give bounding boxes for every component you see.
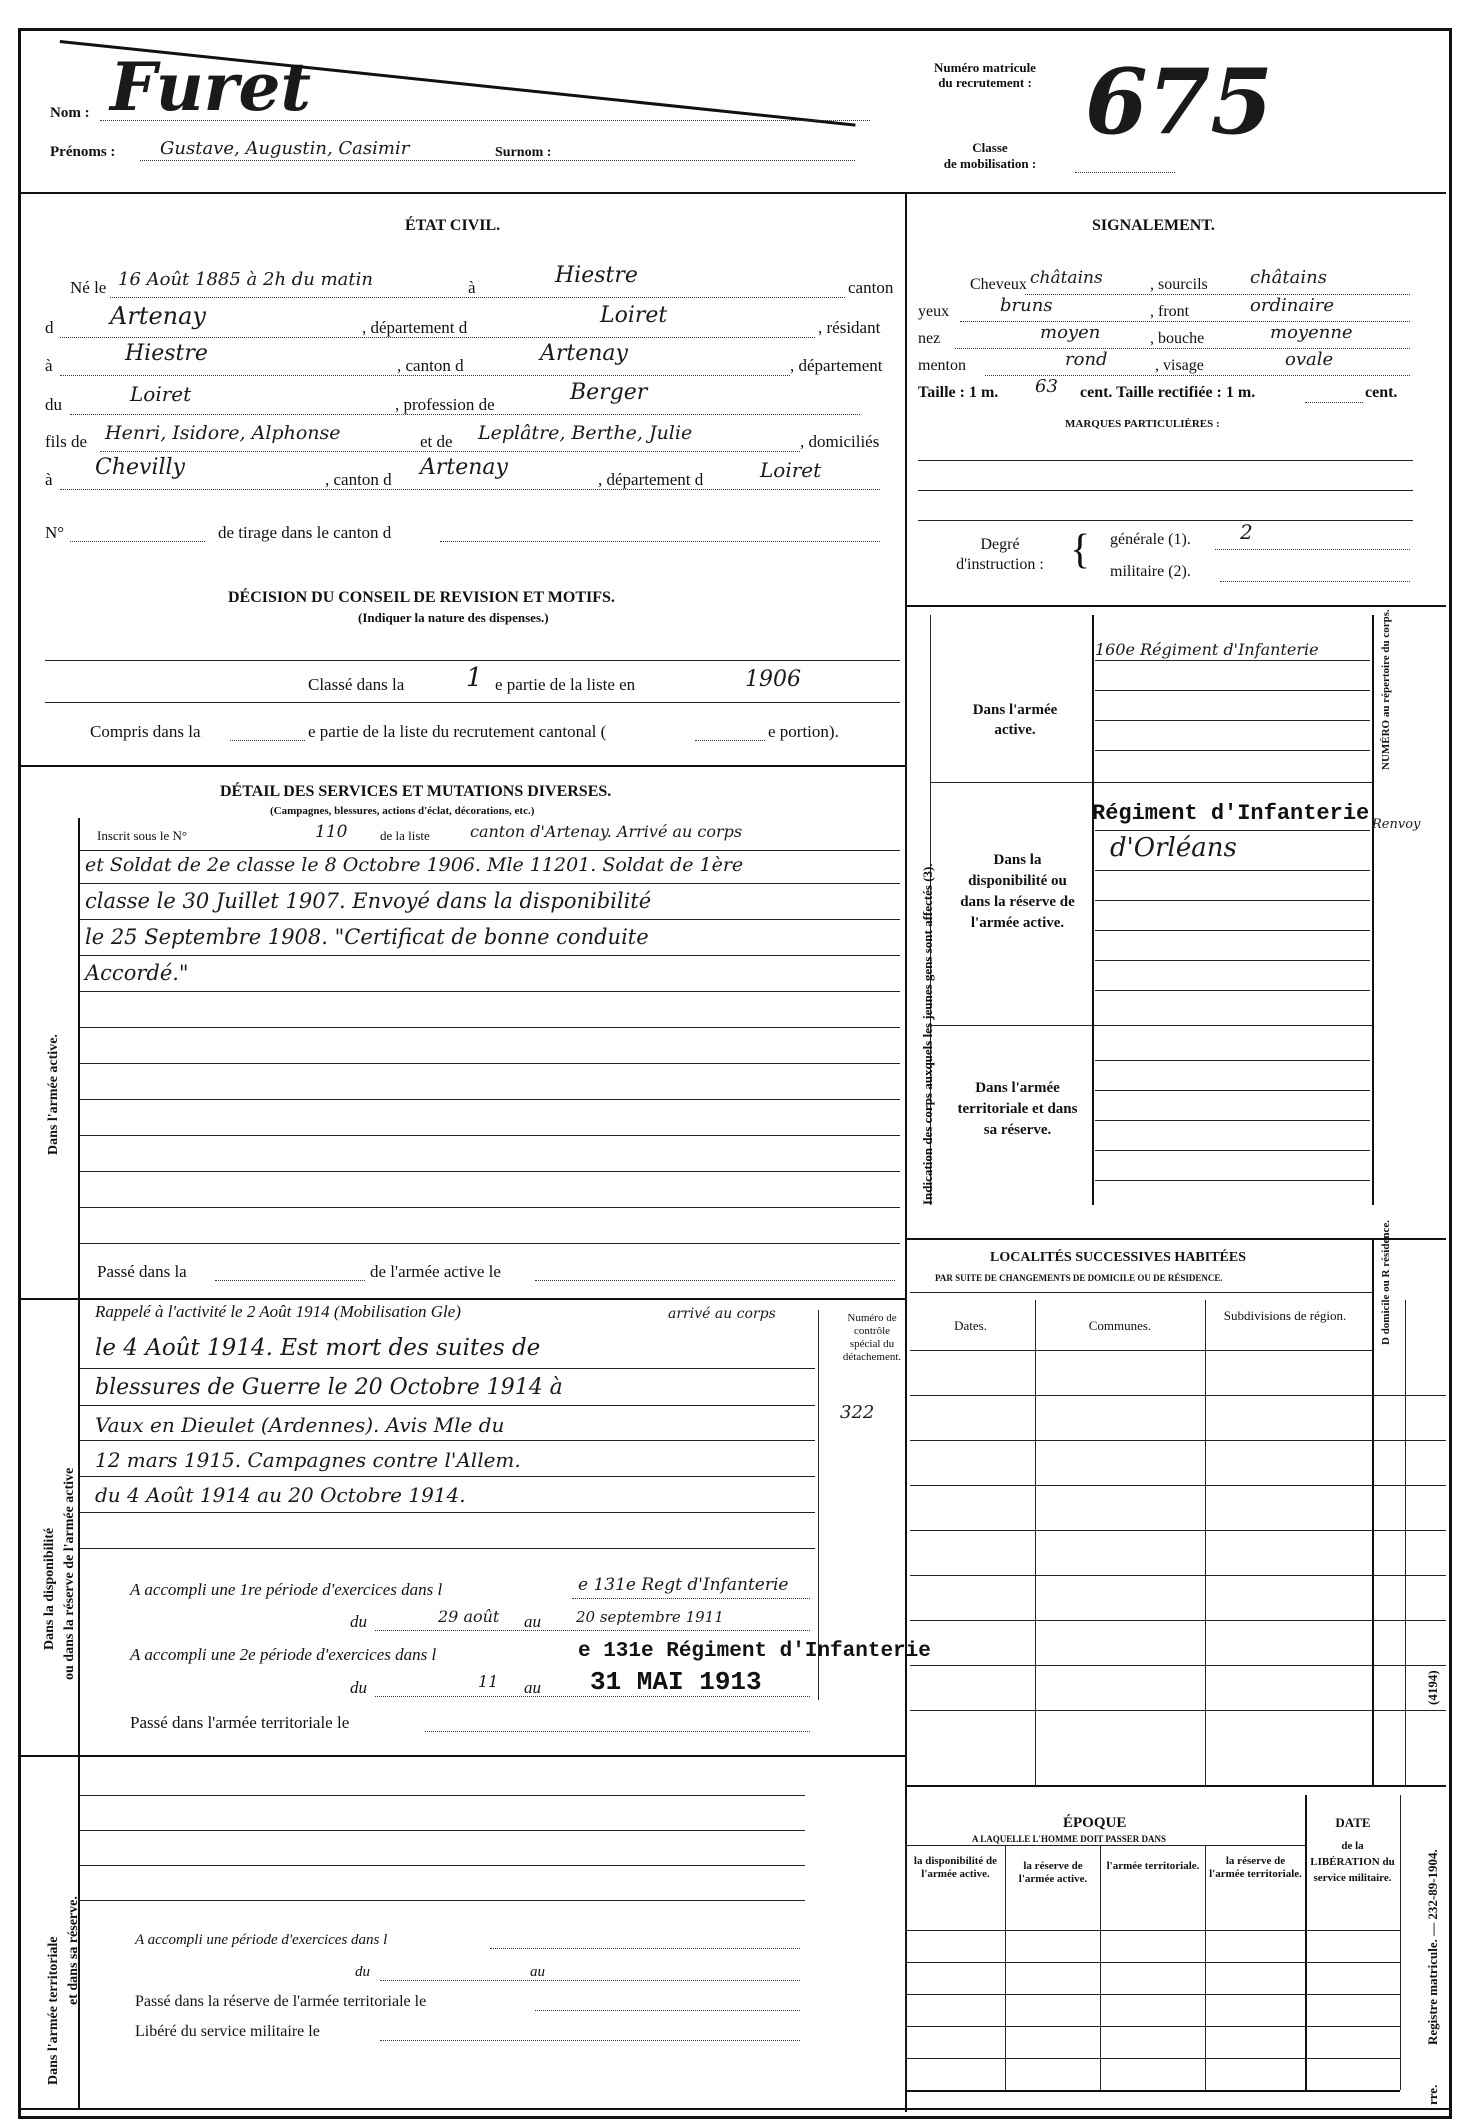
nez-label: nez: [918, 330, 941, 347]
a2-label: à: [45, 356, 53, 375]
militaire-label: militaire (2).: [1110, 563, 1191, 580]
aff-dispo-bottom: [930, 1025, 1372, 1026]
yeux-value: bruns: [1000, 295, 1053, 316]
marques-label: MARQUES PARTICULIÈRES :: [1065, 418, 1220, 430]
du2-value: 11: [478, 1672, 499, 1691]
classe-partie: 1: [466, 663, 483, 693]
du2-line: [375, 1696, 810, 1697]
localites-col-1: [1035, 1300, 1036, 1785]
inscrit-label: Inscrit sous le N°: [97, 828, 188, 843]
classe-line: [1075, 172, 1175, 173]
date-sub: de la LIBÉRATION du service militaire.: [1310, 1840, 1395, 1884]
militaire-line: [1220, 581, 1410, 582]
etat-civil-title: ÉTAT CIVIL.: [405, 217, 501, 234]
epoque-col2-label: la réserve de l'armée active.: [1018, 1860, 1088, 1885]
generale-line: [1215, 549, 1410, 550]
epoque-left-border: [905, 1795, 906, 2090]
aff-active-value: 160e Régiment d'Infanterie: [1095, 640, 1319, 659]
registre-label: Registre matricule. — 232-89-1904.: [1425, 1849, 1440, 2045]
au1-value: 20 septembre 1911: [576, 1608, 724, 1626]
services-bottom-rule: [20, 1298, 905, 1300]
departement3-label: , département d: [598, 470, 704, 489]
rule: [1095, 930, 1370, 931]
rule: [1095, 720, 1370, 721]
rule: [1095, 990, 1370, 991]
aff-col-divider: [1092, 615, 1094, 1205]
aff-numero-label: NUMÉRO au répertoire du corps.: [1380, 609, 1392, 770]
aff-vertical-label: Indication des corps auxquels les jeunes gens sont affectés (3).: [920, 863, 935, 1205]
reserve-line-4: 12 mars 1915. Campagnes contre l'Allem.: [95, 1448, 521, 1472]
rule: [80, 919, 900, 920]
rule: [1095, 830, 1370, 831]
a3-line: [60, 489, 880, 490]
profession-value: Berger: [570, 380, 648, 405]
epoque-col4-label: la réserve de l'armée territoriale.: [1209, 1855, 1302, 1880]
d-line: [60, 337, 815, 338]
fils-de-label: fils de: [45, 432, 88, 451]
services-title: DÉTAIL DES SERVICES ET MUTATIONS DIVERSES.: [220, 783, 612, 800]
du-label: du: [45, 395, 62, 414]
revision-bottom-rule: [20, 765, 905, 767]
reserve-side-label-1: Dans la disponibilité: [42, 1527, 57, 1650]
service-line-2: classe le 30 Juillet 1907. Envoyé dans la disponibilité: [85, 889, 652, 913]
rule: [80, 1368, 815, 1369]
col-communes: Communes.: [1088, 1318, 1152, 1333]
numero-label: Numéro matricule du recrutement :: [934, 60, 1036, 90]
classe-text: Classé dans la: [308, 675, 405, 694]
fils-line: [100, 451, 800, 452]
passe-line-1: [215, 1280, 365, 1281]
services-subtitle: (Campagnes, blessures, actions d'éclat, décorations, etc.): [270, 805, 535, 817]
services-left-border: [78, 818, 80, 1298]
page-border: [18, 28, 1452, 2119]
rule: [1095, 1180, 1370, 1181]
front-label: , front: [1150, 303, 1190, 320]
rule: [80, 1405, 815, 1406]
marques-line-1: [918, 460, 1413, 461]
classe-text2: e partie de la liste en: [495, 675, 636, 694]
compris-end: e portion).: [768, 722, 839, 741]
taille-label: Taille : 1 m.: [918, 384, 999, 401]
nom-line: [100, 120, 870, 121]
epoque-header-bottom: [905, 1930, 1400, 1931]
localites-header-bottom: [910, 1350, 1372, 1351]
departement3-value: Loiret: [760, 458, 822, 482]
departement2-label: , département: [790, 356, 883, 375]
epoque-col-1: [1005, 1845, 1006, 2090]
pere-value: Henri, Isidore, Alphonse: [105, 422, 341, 444]
classe-label: Classe de mobilisation :: [943, 140, 1037, 171]
a-label: à: [468, 278, 476, 297]
bouche-label: , bouche: [1150, 330, 1205, 347]
canton3-value: Artenay: [420, 455, 508, 480]
epoque-subtitle: A LAQUELLE L'HOMME DOIT PASSER DANS: [972, 1834, 1166, 1844]
canton-d-label: , canton d: [397, 356, 464, 375]
front-value: ordinaire: [1250, 295, 1335, 316]
terr-side-label-2: et dans sa réserve.: [66, 1896, 81, 2005]
rule: [910, 1710, 1446, 1711]
rule: [80, 1099, 900, 1100]
au1-label: au: [524, 1612, 541, 1631]
revision-title: DÉCISION DU CONSEIL DE REVISION ET MOTIFS.: [228, 589, 615, 606]
passe-label: Passé dans la: [97, 1262, 187, 1281]
nom-label: Nom :: [50, 105, 90, 121]
rule: [80, 955, 900, 956]
reserve-line-2: blessures de Guerre le 20 Octobre 1914 à: [95, 1375, 563, 1400]
au2-value: 31 MAI 1913: [590, 1667, 762, 1697]
rule: [1095, 1120, 1370, 1121]
ne-le-label: Né le: [70, 278, 107, 297]
rule: [80, 1135, 900, 1136]
taille-line: [1305, 402, 1363, 403]
revision-subtitle: (Indiquer la nature des dispenses.): [358, 610, 549, 625]
mere-value: Leplâtre, Berthe, Julie: [478, 422, 693, 444]
yeux-label: yeux: [918, 303, 950, 320]
departement-label: , département d: [362, 318, 468, 337]
epoque-col-3: [1205, 1845, 1206, 2090]
compris-line-1: [230, 740, 305, 741]
canton-d3-label: , canton d: [325, 470, 392, 489]
canton-label: canton: [848, 278, 894, 297]
visage-label: , visage: [1155, 357, 1204, 374]
epoque-title: ÉPOQUE: [1063, 1815, 1127, 1831]
nez-line: [955, 348, 1410, 349]
service-line-4: Accordé.": [85, 961, 189, 985]
rule: [910, 1530, 1446, 1531]
reserve-line-1: le 4 Août 1914. Est mort des suites de: [95, 1335, 541, 1361]
degre-label: Degré d'instruction :: [956, 536, 1044, 573]
signalement-bottom-rule: [905, 605, 1446, 607]
au2-label: au: [524, 1678, 541, 1697]
aff-dispo-label: Dans la disponibilité ou dans la réserve de l'armée active.: [960, 852, 1075, 931]
localites-header-top: [910, 1292, 1372, 1293]
sourcils-value: châtains: [1250, 267, 1327, 288]
profession-label: , profession de: [395, 395, 495, 414]
localites-title: LOCALITÉS SUCCESSIVES HABITÉES: [990, 1250, 1246, 1265]
a2-line: [60, 375, 790, 376]
col-dates: Dates.: [954, 1318, 987, 1333]
bottom-rule: [18, 2108, 1449, 2110]
menton-value: rond: [1065, 349, 1108, 370]
lieu-value: Hiestre: [555, 263, 638, 288]
terr-periode-label: A accompli une période d'exercices dans l: [135, 1932, 388, 1948]
terr-libere-label: Libéré du service militaire le: [135, 2023, 320, 2040]
rule: [80, 1795, 805, 1796]
ne-line: [110, 297, 845, 298]
epoque-col-4: [1305, 1795, 1307, 2090]
ne-value: 16 Août 1885 à 2h du matin: [118, 269, 373, 290]
localites-bottom-rule: [905, 1785, 1446, 1787]
localites-col-2: [1205, 1300, 1206, 1785]
revision-line-2: [45, 702, 900, 703]
visage-value: ovale: [1285, 349, 1334, 370]
de-la-liste-label: de la liste: [380, 828, 430, 843]
terr-libere-line: [380, 2040, 800, 2041]
rule: [80, 1243, 900, 1244]
rule: [1095, 1090, 1370, 1091]
canton-value: Artenay: [110, 302, 206, 330]
rule: [1095, 900, 1370, 901]
rule: [905, 1962, 1400, 1963]
rule: [80, 1476, 815, 1477]
rule: [80, 1063, 900, 1064]
marques-line-2: [918, 490, 1413, 491]
epoque-col1-label: la disponibilité de l'armée active.: [913, 1855, 998, 1880]
terr-reserve-label: Passé dans la réserve de l'armée territoriale le: [135, 1993, 427, 2010]
tirage-line: [440, 541, 880, 542]
compris-label: Compris dans la: [90, 722, 201, 741]
rule: [905, 2058, 1400, 2059]
epoque-right-border: [1400, 1795, 1401, 2090]
rule: [1095, 1150, 1370, 1151]
revision-line-1: [45, 660, 900, 661]
aff-bottom-rule: [905, 1238, 1446, 1240]
rule: [905, 2026, 1400, 2027]
terr-side-label-1: Dans l'armée territoriale: [46, 1936, 61, 2085]
menton-label: menton: [918, 357, 966, 374]
rule: [910, 1620, 1446, 1621]
residence-value: Hiestre: [125, 341, 208, 366]
territoriale-line: [425, 1731, 810, 1732]
rule: [1095, 870, 1370, 871]
service-line-1: et Soldat de 2e classe le 8 Octobre 1906. Mle 11201. Soldat de 1ère: [85, 854, 744, 876]
du1-value: 29 août: [438, 1607, 500, 1626]
rule: [80, 1171, 900, 1172]
aff-terr-label: Dans l'armée territoriale et dans sa réserve.: [957, 1080, 1078, 1138]
registre-edge: rre.: [1425, 2084, 1440, 2105]
marques-line-3: [918, 520, 1413, 521]
rule: [80, 1830, 805, 1831]
taille-end: cent.: [1365, 384, 1398, 401]
rule: [1095, 750, 1370, 751]
terr-au-label: au: [530, 1964, 545, 1980]
rappele-text: Rappelé à l'activité le 2 Août 1914 (Mobilisation Gle): [95, 1302, 461, 1321]
cheveux-line: [1025, 294, 1410, 295]
epoque-col3-label: l'armée territoriale.: [1106, 1860, 1200, 1872]
rule: [1095, 1060, 1370, 1061]
col-subdivisions: Subdivisions de région.: [1223, 1308, 1347, 1323]
compris-line-2: [695, 740, 765, 741]
domicile-value: Chevilly: [95, 455, 185, 480]
reserve-side-label-2: ou dans la réserve de l'armée active: [62, 1467, 77, 1680]
departement2-value: Loiret: [130, 382, 192, 406]
rule: [905, 1994, 1400, 1995]
localites-subtitle: PAR SUITE DE CHANGEMENTS DE DOMICILE OU DE RÉSIDENCE.: [935, 1273, 1223, 1283]
signalement-title: SIGNALEMENT.: [1092, 217, 1215, 234]
aff-numero-divider: [1372, 615, 1374, 1205]
aff-active-bottom: [930, 782, 1372, 783]
date-title: DATE: [1335, 1815, 1371, 1830]
aff-dispo-value-1: Régiment d'Infanterie: [1092, 801, 1370, 826]
periode1-line: [572, 1598, 810, 1599]
surnom-label: Surnom :: [495, 145, 552, 160]
rule: [80, 1027, 900, 1028]
passe-line-2: [535, 1280, 895, 1281]
rule: [80, 1548, 815, 1549]
tirage-label: de tirage dans le canton d: [218, 523, 392, 542]
domicilies-label: , domiciliés: [800, 432, 880, 451]
header-rule: [20, 192, 1446, 194]
rule: [80, 1207, 900, 1208]
terr-du-label: du: [355, 1964, 370, 1980]
rappele-hand: arrivé au corps: [668, 1306, 776, 1322]
tirage-no-label: N°: [45, 523, 65, 542]
inscrit-num: 110: [315, 822, 348, 842]
periode1-value: e 131e Regt d'Infanterie: [578, 1575, 789, 1595]
rule: [1095, 690, 1370, 691]
rule: [80, 850, 900, 851]
du1-line: [375, 1630, 810, 1631]
periode2-value: e 131e Régiment d'Infanterie: [578, 1640, 931, 1663]
rule: [1095, 960, 1370, 961]
prenoms-value: Gustave, Augustin, Casimir: [160, 138, 410, 159]
prenoms-line: [140, 160, 855, 161]
reserve-line-5: du 4 Août 1914 au 20 Octobre 1914.: [95, 1483, 466, 1507]
classe-year: 1906: [745, 667, 801, 692]
services-side-label: Dans l'armée active.: [46, 1034, 61, 1155]
degre-brace: {: [1070, 527, 1091, 573]
aff-active-label: Dans l'armée active.: [972, 702, 1058, 738]
rule: [910, 1395, 1446, 1396]
rule: [80, 1865, 805, 1866]
rule: [1095, 660, 1370, 661]
rule: [910, 1440, 1446, 1441]
reserve-bottom-rule: [20, 1755, 905, 1757]
du1-label: du: [350, 1612, 367, 1631]
epoque-subtitle-rule: [905, 1845, 1305, 1846]
d-label: d: [45, 318, 54, 337]
reserve-line-3: Vaux en Dieulet (Ardennes). Avis Mle du: [95, 1413, 505, 1437]
territoriale-label: Passé dans l'armée territoriale le: [130, 1713, 350, 1732]
terr-periode-line: [490, 1948, 800, 1949]
epoque-col-2: [1100, 1845, 1101, 2090]
compris-mid: e partie de la liste du recrutement cantonal (: [308, 722, 607, 741]
epoque-bottom: [905, 2090, 1400, 2092]
rule: [80, 883, 900, 884]
terr-reserve-line: [535, 2010, 800, 2011]
tirage-no-line: [70, 541, 205, 542]
periode1-label: A accompli une 1re période d'exercices dans l: [130, 1580, 443, 1599]
service-line-3: le 25 Septembre 1908. "Certificat de bonne conduite: [85, 925, 649, 949]
taille-suffix: cent. Taille rectifiée : 1 m.: [1080, 384, 1256, 401]
passe-mid: de l'armée active le: [370, 1262, 501, 1281]
a3-label: à: [45, 470, 53, 489]
numero-col-label: Numéro de contrôle spécial du détachement.: [842, 1312, 902, 1363]
nom-value: Furet: [110, 48, 311, 126]
aff-dispo-value-2: d'Orléans: [1110, 833, 1237, 863]
terr-du-line: [380, 1980, 800, 1981]
rule: [910, 1665, 1446, 1666]
registre-code: (4194): [1425, 1670, 1440, 1705]
localites-col-3: [1405, 1300, 1406, 1785]
rule: [80, 1440, 815, 1441]
reserve-side-number: 322: [840, 1402, 875, 1423]
rule: [80, 1512, 815, 1513]
generale-value: 2: [1240, 520, 1253, 544]
cheveux-value: châtains: [1030, 268, 1103, 288]
rule: [80, 1900, 805, 1901]
sourcils-label: , sourcils: [1150, 276, 1208, 293]
resident-label: , résidant: [818, 318, 881, 337]
taille-value: 63: [1035, 376, 1058, 397]
rule: [910, 1485, 1446, 1486]
departement-value: Loiret: [600, 303, 668, 328]
rule: [80, 991, 900, 992]
nez-value: moyen: [1040, 322, 1101, 343]
numero-value: 675: [1085, 49, 1273, 155]
inscrit-hand: canton d'Artenay. Arrivé au corps: [470, 822, 743, 841]
canton2-value: Artenay: [540, 341, 628, 366]
cheveux-label: Cheveux: [970, 276, 1027, 293]
rule: [910, 1575, 1446, 1576]
localites-side-label: D domicile ou R résidence.: [1380, 1220, 1392, 1345]
aff-dispo-note: Renvoy: [1372, 817, 1421, 832]
localites-right-divider: [1372, 1240, 1374, 1785]
et-de-label: et de: [420, 432, 453, 451]
du2-label: du: [350, 1678, 367, 1697]
bouche-value: moyenne: [1270, 322, 1353, 343]
generale-label: générale (1).: [1110, 531, 1191, 548]
du-line: [70, 414, 860, 415]
prenoms-label: Prénoms :: [50, 144, 116, 160]
periode2-label: A accompli une 2e période d'exercices dans l: [130, 1645, 437, 1664]
